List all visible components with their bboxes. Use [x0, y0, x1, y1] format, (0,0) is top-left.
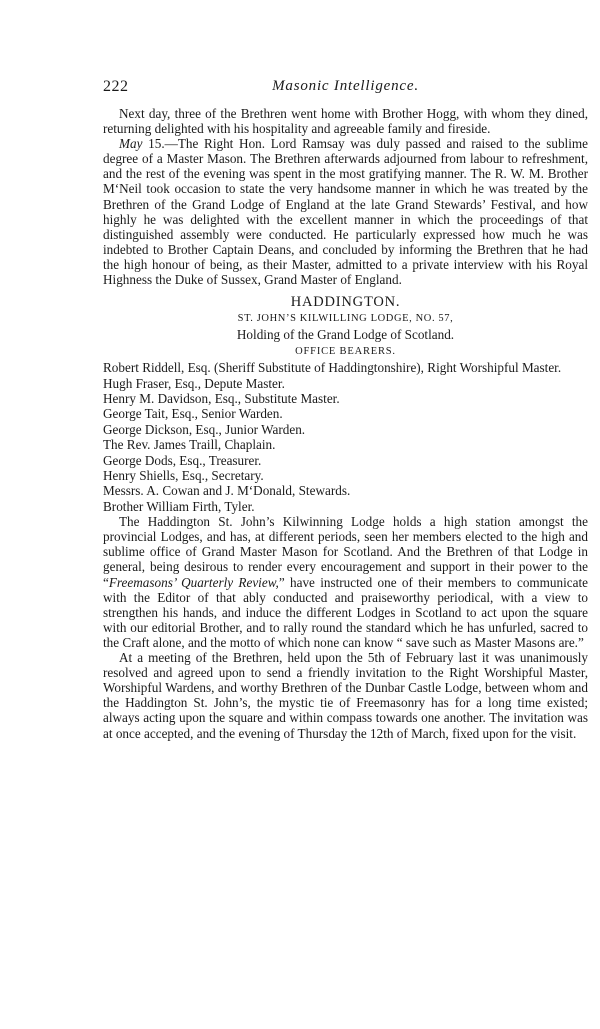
officer-entry: George Dods, Esq., Treasurer.	[103, 452, 262, 468]
running-header	[103, 78, 588, 100]
officer-entry: Brother William Firth, Tyler.	[103, 498, 255, 514]
officer-entry: Hugh Fraser, Esq., Depute Master.	[103, 375, 285, 391]
officer-entry: George Tait, Esq., Senior Warden.	[103, 406, 283, 422]
paragraph-may-15	[103, 136, 588, 287]
date-may: May	[119, 136, 143, 152]
review-title: Freemasons’ Quarterly Review,	[108, 574, 279, 590]
paragraph-may-15-text: 15.—The Right Hon. Lord Ramsay was duly passed and raised to the sublime degree of a Master Mason. The Brethren afterwards adjourned from labour to refreshment, and the rest of the evening was spent in the most gratifying manner. The R. W. M. Brother M‘Neil took occasion to state the very handsome manner in which he was treated by the Brethren of the Grand Lodge of England at the late Grand Stewards’ Festival, and how highly he was delighted with the excellent manner in which the proceedings of that distinguished assembly were conducted. He particularly expressed how much he was indebted to Brother Captain Deans, and concluded by informing the Brethren that he had the high honour of being, as their Master, admitted to a private interview with his Royal Highness the Duke of Sussex, Grand Master of England.	[103, 136, 588, 288]
paragraph-haddington-lodge-text-b: ” have instructed one of their members to communicate with the Editor of that ably conducted and praiseworthy periodical, with a view to strengthen his hands, and induce the different Lodges in Scotland to act upon the square with our editorial Brother, and to rally round the standard which he has unfurled, sacred to the Craft alone, and the motto of which none can know “ save such as Master Masons are.”	[103, 574, 589, 650]
officer-entry: Robert Riddell, Esq. (Sheriff Substitute of Haddingtonshire), Right Worshipful Master.	[103, 360, 562, 376]
lodge-name: ST. JOHN’S KILWILLING LODGE, NO. 57,	[237, 313, 454, 325]
officer-entry: Henry Shiells, Esq., Secretary.	[103, 467, 264, 483]
officer-entry: Messrs. A. Cowan and J. M‘Donald, Stewards.	[103, 483, 351, 499]
paragraph-haddington-lodge	[103, 514, 588, 650]
paragraph-meeting: At a meeting of the Brethren, held upon the 5th of February last it was unanimously resolved and agreed upon to send a friendly invitation to the Right Worshipful Master, Worshipful Wardens, and worthy Brethren of the Dunbar Castle Lodge, between whom and the Haddington St. John’s, the mystic tie of Freemasonry has for a long time existed; always acting upon the square and within compass towards one another. The invitation was at once accepted, and the evening of Thursday the 12th of March, fixed upon for the visit.	[103, 650, 588, 741]
lodge-holding: Holding of the Grand Lodge of Scotland.	[236, 327, 455, 343]
paragraph-haddington-lodge-text-a: The Haddington St. John’s Kilwinning Lodge holds a high station amongst the provincial Lodges, and has, at different periods, seen her members elected to the high and sublime office of Grand Master Mason for Scotland. And the Brethren of that Lodge in general, being desirous to render every encouragement and support in their power to the “	[103, 514, 588, 590]
officer-entry: The Rev. James Traill, Chaplain.	[103, 437, 276, 453]
officer-entry: Henry M. Davidson, Esq., Substitute Master.	[103, 390, 340, 406]
officers-list	[103, 360, 588, 514]
running-title: Masonic Intelligence.	[272, 78, 419, 94]
paragraph-next-day: Next day, three of the Brethren went home with Brother Hogg, with whom they dined, returning delighted with his hospitality and agreeable family and fireside.	[103, 106, 588, 137]
section-heading: HADDINGTON.	[290, 294, 401, 311]
page-number: 222	[103, 78, 129, 95]
officer-entry: George Dickson, Esq., Junior Warden.	[103, 421, 306, 437]
officers-title: OFFICE BEARERS.	[295, 346, 396, 358]
